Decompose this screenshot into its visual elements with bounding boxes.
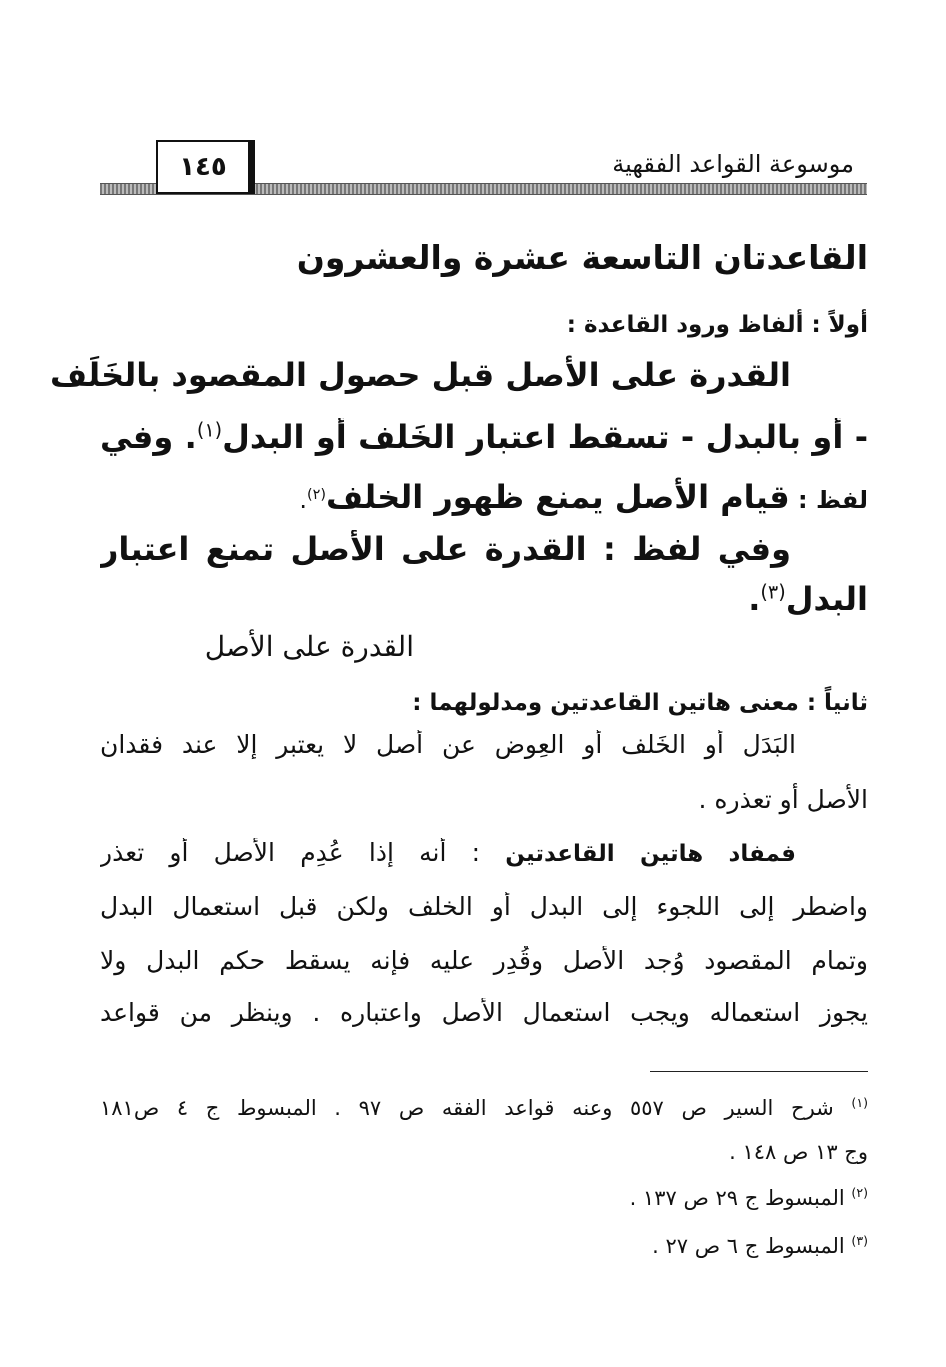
rule-text-line-5	[748, 580, 868, 618]
running-title: موسوعة القواعد الفقهية	[612, 150, 854, 178]
rule-text-line-3-bold: قيام الأصل يمنع ظهور الخلف	[326, 478, 790, 516]
footnote-ref-1: (١)	[196, 418, 223, 442]
footnote-ref-2: (٢)	[307, 487, 327, 503]
rule-text-line-5-bold: البدل	[785, 580, 868, 618]
centered-phrase: القدرة على الأصل	[204, 630, 414, 663]
footnote-2	[630, 1185, 868, 1210]
rule-text-line-2	[100, 418, 868, 470]
footnote-ref-3: (٣)	[760, 580, 786, 604]
rule-text-line-2-bold: - أو بالبدل - تسقط اعتبار الخَلف أو البدل	[222, 418, 868, 456]
footnote-divider	[650, 1071, 868, 1072]
footnote-1-line-2: وج ١٣ ص ١٤٨ .	[729, 1140, 868, 1164]
footnote-3-mark: (٣)	[851, 1233, 868, 1248]
body-p2-lead: فمفاد هاتين القاعدتين	[505, 841, 796, 867]
rule-text-line-2-tail: . وفي	[100, 418, 197, 456]
body-p1-line-2: الأصل أو تعذره .	[698, 785, 868, 814]
footnote-2-mark: (٢)	[851, 1185, 868, 1200]
body-p1-line-1: البَدَل أو الخَلف أو العِوض عن أصل لا يعتبر إلا عند فقدان	[100, 730, 796, 759]
rule-title: القاعدتان التاسعة عشرة والعشرون	[296, 238, 868, 277]
rule-text-line-3-prefix: لفظ :	[789, 486, 868, 514]
rule-text-line-3	[299, 478, 868, 516]
rule-text-line-1: القدرة على الأصل قبل حصول المقصود بالخَلَف	[50, 356, 791, 394]
rule-text-line-3-tail: .	[299, 486, 308, 514]
body-p2-line-4: يجوز استعماله ويجب استعمال الأصل واعتباره . وينظر من قواعد	[100, 998, 868, 1027]
footnote-1-mark: (١)	[851, 1095, 868, 1110]
body-p2-line-1	[100, 838, 796, 890]
body-p2-line-2: واضطر إلى اللجوء إلى البدل أو الخلف ولكن قبل استعمال البدل	[100, 892, 868, 921]
page-number: ١٤٥	[156, 140, 255, 194]
rule-text-line-5-tail: .	[748, 580, 761, 618]
section-heading-meaning: ثانياً : معنى هاتين القاعدتين ومدلولهما :	[412, 690, 868, 716]
body-p2-line-3: وتمام المقصود وُجد الأصل وقُدِر عليه فإنه يسقط حكم البدل ولا	[100, 946, 868, 975]
section-heading-wording: أولاً : ألفاظ ورود القاعدة :	[566, 312, 868, 338]
footnote-2-text: المبسوط ج ٢٩ ص ١٣٧ .	[629, 1186, 845, 1210]
body-p2-line-1-text: : أنه إذا عُدِم الأصل أو تعذر	[100, 838, 481, 867]
rule-text-line-4: وفي لفظ : القدرة على الأصل تمنع اعتبار	[100, 530, 791, 568]
footnote-1-line-1: شرح السير ص ٥٥٧ وعنه قواعد الفقه ص ٩٧ . المبسوط ج ٤ ص١٨١	[100, 1096, 834, 1120]
footnote-3-text: المبسوط ج ٦ ص ٢٧ .	[652, 1234, 845, 1258]
footnote-3	[652, 1233, 868, 1258]
